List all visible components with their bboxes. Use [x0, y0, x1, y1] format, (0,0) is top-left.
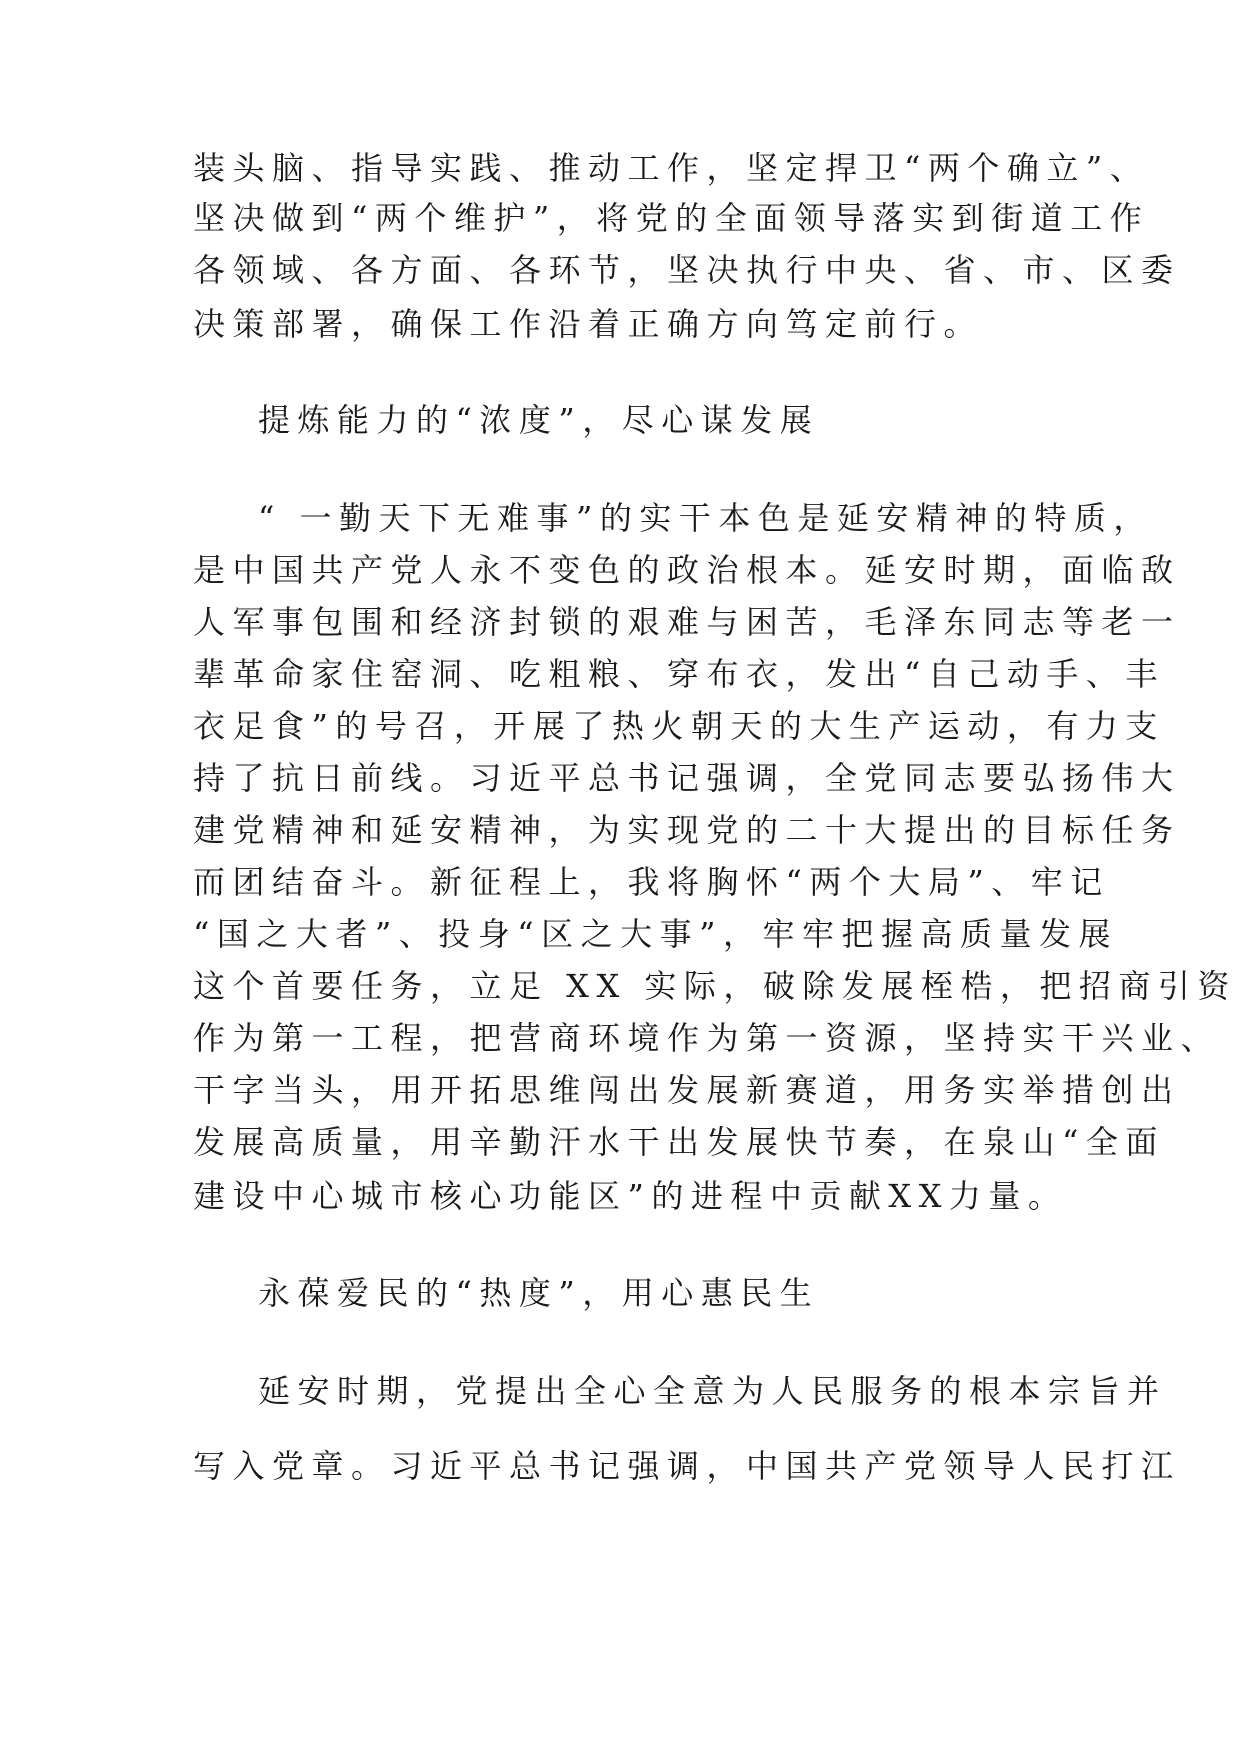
paragraph-line: 人军事包围和经济封锁的艰难与困苦，毛泽东同志等老一: [193, 603, 1181, 641]
paragraph-line: 建设中心城市核心功能区”的进程中贡献XX力量。: [193, 1177, 1068, 1215]
section-heading: 提炼能力的“浓度”，尽心谋发展: [258, 401, 820, 439]
paragraph-line: 是中国共产党人永不变色的政治根本。延安时期，面临敌: [193, 551, 1181, 589]
paragraph-line: 写入党章。习近平总书记强调，中国共产党领导人民打江: [193, 1447, 1181, 1485]
paragraph-line: 延安时期，党提出全心全意为人民服务的根本宗旨并: [258, 1372, 1167, 1410]
paragraph-line: 各领域、各方面、各环节，坚决执行中央、省、市、区委: [193, 251, 1181, 289]
paragraph-line: 这个首要任务，立足 XX 实际，破除发展桎梏，把招商引资: [193, 967, 1237, 1005]
paragraph-line: 坚决做到“两个维护”，将党的全面领导落实到街道工作: [193, 199, 1150, 237]
paragraph-line: “国之大者”、投身“区之大事”，牢牢把握高质量发展: [193, 915, 1118, 953]
paragraph-line: 而团结奋斗。新征程上，我将胸怀“两个大局”、牢记: [193, 863, 1110, 901]
paragraph-line: 作为第一工程，把营商环境作为第一资源，坚持实干兴业、: [193, 1019, 1221, 1057]
paragraph-line: 干字当头，用开拓思维闯出发展新赛道，用务实举措创出: [193, 1071, 1181, 1109]
paragraph-line: 发展高质量，用辛勤汗水干出发展快节奏，在泉山“全面: [193, 1123, 1165, 1161]
paragraph-line: 辈革命家住窑洞、吃粗粮、穿布衣，发出“自己动手、丰: [193, 655, 1165, 693]
paragraph-line: 建党精神和延安精神，为实现党的二十大提出的目标任务: [193, 811, 1181, 849]
section-heading: 永葆爱民的“热度”，用心惠民生: [258, 1274, 820, 1312]
paragraph-line: 决策部署，确保工作沿着正确方向笃定前行。: [193, 305, 984, 343]
paragraph-line: 装头脑、指导实践、推动工作，坚定捍卫“两个确立”、: [193, 149, 1150, 187]
paragraph-line: “ 一勤天下无难事”的实干本色是延安精神的特质，: [258, 499, 1153, 537]
paragraph-line: 持了抗日前线。习近平总书记强调，全党同志要弘扬伟大: [193, 759, 1181, 797]
paragraph-line: 衣足食”的号召，开展了热火朝天的大生产运动，有力支: [193, 707, 1165, 745]
